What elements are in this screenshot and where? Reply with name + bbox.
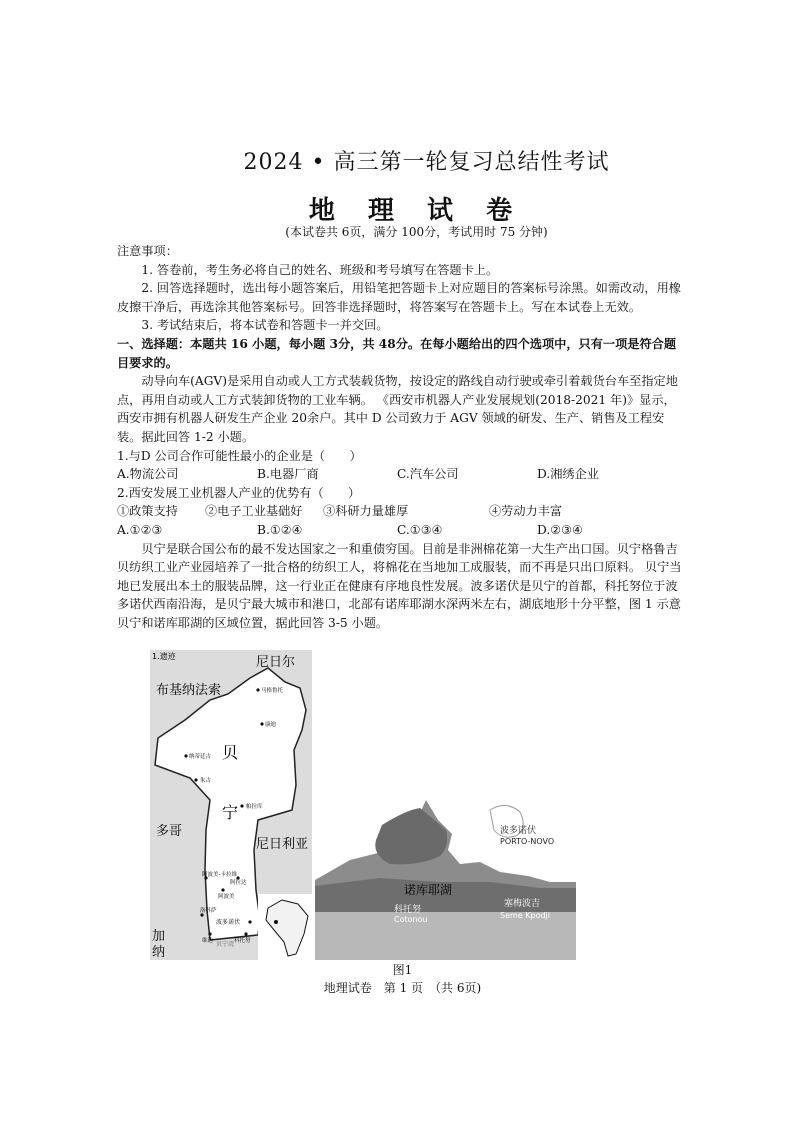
city-label: 阿波美-卡拉维 [202, 872, 237, 878]
subject-title: 地 理 试 卷 [308, 196, 525, 226]
label-burkina-faso: 布基纳法索 [156, 683, 222, 698]
city-dot [184, 754, 187, 757]
question-2-stem: 2.西安发展工业机器人产业的优势有（ ） [117, 485, 361, 500]
exam-body [117, 242, 687, 632]
factor-3: ③科研力量雄厚 [323, 504, 409, 519]
map-corner-label: 1.遗迹 [152, 652, 176, 661]
option-b: B.①②④ [257, 522, 303, 537]
city-dot [208, 932, 211, 935]
label-niger: 尼日尔 [256, 655, 296, 670]
label-benin-1: 贝 [222, 743, 239, 762]
question-1-stem: 1.与D 公司合作可能性最小的企业是（ ） [117, 448, 362, 463]
label-lake-nokoue: 诺库耶湖 [404, 883, 453, 897]
city-dot [244, 932, 247, 935]
exam-title: 2024 • 高三第一轮复习总结性考试 [243, 150, 610, 175]
city-dot [260, 722, 263, 725]
option-a: A.物流公司 [117, 467, 179, 482]
passage-agv: 动导向车(AGV)是采用自动或人工方式装载货物，按设定的路线自动行驶或牵引着载货台车至指定地点，再用自动或人工方式装卸货物的工业车辆。 《西安市机器人产业发展规划(2018-2021 年)》显示，西安市拥有机器人研发生产企业 20余户。其中 D 公司致力于 AGV 领域的研发、生产、销售及工程安装。据此回答 1-2 小题。 [117, 374, 678, 444]
figure-1-maps [150, 650, 576, 960]
city-dot [221, 888, 224, 891]
section-heading: 一、选择题：本题共 16 小题，每小题 3分，共 48分。在每小题给出的四个选项中，只有一项是符合题目要求的。 [117, 336, 677, 370]
label-bight-of-benin: 贝宁湾 [216, 941, 235, 948]
city-label: 纳蒂廷古 [189, 754, 212, 760]
question-2-factors [117, 502, 687, 521]
label-nigeria: 尼日利亚 [256, 837, 309, 852]
option-c: C.①③④ [397, 522, 443, 537]
city-label: 帕拉库 [246, 804, 263, 810]
label-porto-novo-cn: 波多诺伏 [500, 826, 537, 836]
label-ghana-2: 纳 [152, 945, 166, 960]
label-ghana-1: 加 [152, 929, 166, 944]
figure-caption: 图1 [392, 963, 413, 977]
benin-map-svg [150, 650, 576, 960]
benin-locator-dot [274, 920, 278, 924]
option-d: D.②③④ [537, 522, 583, 537]
page-footer: 地理试卷 第 1 页 （共 6页) [323, 981, 482, 995]
benin-country-map [150, 650, 312, 960]
city-label: 波多诺伏 [216, 919, 241, 926]
city-dot [194, 778, 197, 781]
city-label: 阿拉达 [230, 880, 247, 886]
city-label: 朱古 [200, 778, 212, 784]
city-label: 阿波美 [218, 894, 235, 900]
notes-heading: 注意事项： [117, 244, 178, 258]
factor-4: ④劳动力丰富 [489, 504, 563, 519]
label-porto-novo-en: PORTO-NOVO [500, 837, 555, 846]
city-label: 马格鲁托 [261, 688, 284, 694]
question-2-options [117, 521, 687, 540]
factor-1: ①政策支持 [117, 504, 178, 519]
label-seme-cn: 塞梅波吉 [504, 899, 541, 909]
factor-2: ②电子工业基础好 [205, 504, 303, 519]
city-dot [256, 688, 259, 691]
note-item-2: 2. 回答选择题时，选出每小题答案后，用铅笔把答题卡上对应题目的答案标号涂黑。如需改动，用橡皮擦干净后，再选涂其他答案标号。回答非选择题时，将答案写在答题卡上。写在本试卷上无效。 [117, 281, 681, 314]
question-1-options [117, 465, 687, 484]
label-togo: 多哥 [156, 824, 183, 839]
city-dot [248, 920, 251, 923]
note-item-3: 3. 考试结束后，将本试卷和答题卡一并交回。 [141, 318, 389, 333]
label-cotonou-en: Cotonou [394, 915, 428, 924]
passage-benin: 贝宁是联合国公布的最不发达国家之一和重债穷国。目前是非洲棉花第一大生产出口国。贝宁格鲁吉贝纺织工业产业园培养了一批合格的纺织工人，将棉花在当地加工成服装，而不再是只出口原料。 贝宁当地已发展出本土的服装品牌，这一行业正在健康有序地良性发展。波多诺伏是贝宁的首都，科托努位于波多诺伏西南沿海，是贝宁最大城市和港口，北部有诺库耶湖水深两米左右，湖底地形十分平整，图 1 示意贝宁和诺库耶湖的区域位置，据此回答 3-5 小题。 [117, 541, 682, 630]
note-item-1: 1. 答卷前，考生务必将自己的姓名、班级和考号填写在答题卡上。 [141, 262, 499, 277]
label-cotonou-cn: 科托努 [394, 905, 422, 915]
option-d: D.湘绣企业 [537, 467, 599, 482]
city-label: 洛科萨 [200, 908, 217, 914]
option-a: A.①②③ [117, 522, 163, 537]
option-b: B.电器厂商 [257, 467, 319, 482]
city-dot [240, 804, 243, 807]
city-label: 科托努 [234, 938, 251, 944]
label-seme-en: Seme Kpodji [500, 911, 550, 920]
exam-info: (本试卷共 6页，满分 100分，考试用时 75 分钟) [285, 225, 548, 239]
city-label: 维达 [202, 938, 214, 944]
city-label: 康迪 [265, 722, 277, 728]
lake-nokoue-map [315, 785, 576, 960]
label-benin-2: 宁 [222, 803, 239, 822]
option-c: C.汽车公司 [397, 467, 459, 482]
